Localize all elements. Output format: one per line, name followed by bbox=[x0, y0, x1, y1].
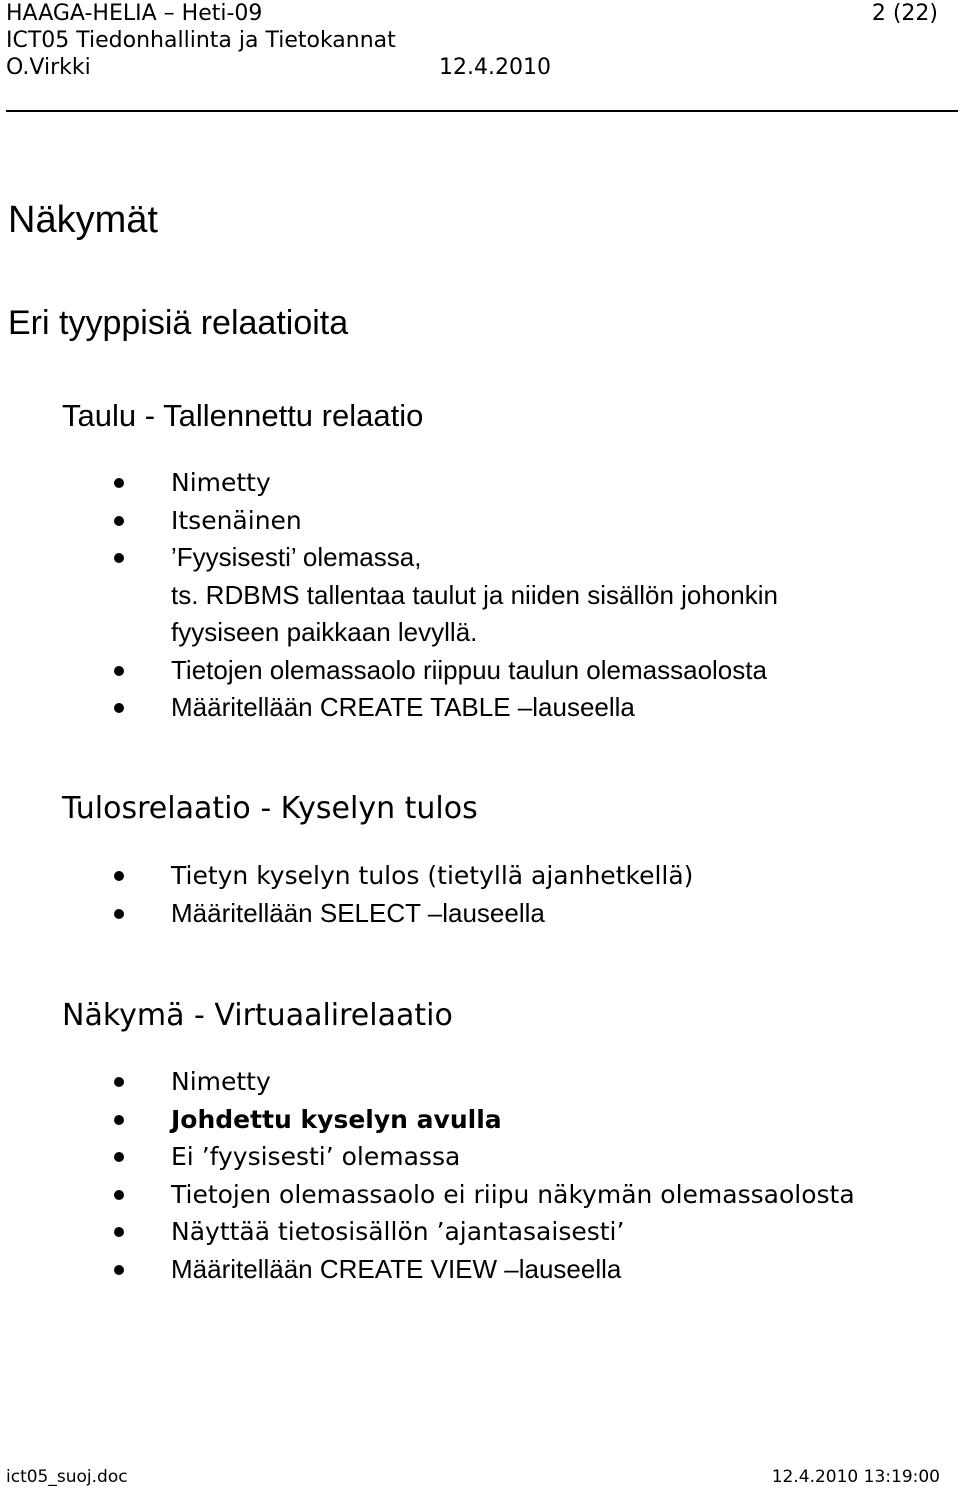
bullet-icon bbox=[114, 1190, 124, 1200]
list-item bbox=[0, 1138, 950, 1176]
list-item bbox=[0, 464, 950, 502]
list-item-text: ’Fyysisesti’ olemassa, bbox=[171, 542, 422, 572]
list-item-text: Nimetty bbox=[171, 1067, 271, 1096]
header-group: Heti-09 bbox=[181, 1, 263, 26]
header-separator: – bbox=[163, 1, 175, 26]
list-item-continuation bbox=[0, 577, 950, 615]
bullet-list-taulu bbox=[0, 464, 950, 727]
list-item bbox=[0, 502, 950, 540]
list-item-text: Itsenäinen bbox=[171, 505, 302, 535]
bullet-icon bbox=[114, 703, 124, 713]
list-item bbox=[0, 652, 950, 690]
list-item-text: Määritellään SELECT –lauseella bbox=[171, 897, 545, 928]
list-item bbox=[0, 895, 950, 933]
bullet-icon bbox=[114, 553, 124, 563]
header-line-1 bbox=[6, 0, 956, 27]
bullet-icon bbox=[114, 909, 124, 919]
list-item-text: Määritellään CREATE VIEW –lauseella bbox=[171, 1253, 622, 1284]
bullet-icon bbox=[114, 516, 124, 526]
list-item bbox=[0, 1101, 950, 1139]
list-item-text: Näyttää tietosisällön ’ajantasaisesti’ bbox=[171, 1217, 625, 1246]
list-item-text: fyysiseen paikkaan levyllä. bbox=[171, 617, 478, 647]
header-course: ICT05 Tiedonhallinta ja Tietokannat bbox=[6, 28, 396, 53]
page-footer bbox=[6, 1466, 940, 1488]
section-heading-tulosrelaatio: Tulosrelaatio - Kyselyn tulos bbox=[62, 791, 478, 826]
header-divider bbox=[6, 110, 958, 112]
list-item bbox=[0, 1063, 950, 1101]
list-item-text: Tietojen olemassaolo riippuu taulun olemassaolosta bbox=[171, 654, 767, 685]
bullet-list-nakyma bbox=[0, 1063, 950, 1288]
page-number: 2 (22) bbox=[871, 1, 938, 26]
bullet-icon bbox=[114, 871, 124, 881]
header-school: HAAGA-HELIA bbox=[6, 1, 157, 26]
bullet-icon bbox=[114, 1077, 124, 1087]
header-date: 12.4.2010 bbox=[439, 55, 551, 80]
list-item-text: ts. RDBMS tallentaa taulut ja niiden sisällön johonkin bbox=[171, 579, 779, 610]
page-title: Näkymät bbox=[8, 199, 158, 241]
bullet-icon bbox=[114, 1227, 124, 1237]
bullet-list-tulosrelaatio bbox=[0, 857, 950, 932]
bullet-icon bbox=[114, 1115, 124, 1125]
list-item-text: Nimetty bbox=[171, 468, 271, 497]
list-item-text: Tietojen olemassaolo ei riipu näkymän olemassaolosta bbox=[171, 1179, 855, 1209]
list-item-text: Johdettu kyselyn avulla bbox=[171, 1104, 502, 1134]
page-header bbox=[6, 0, 956, 81]
page-subtitle: Eri tyyppisiä relaatioita bbox=[8, 304, 349, 342]
list-item bbox=[0, 1251, 950, 1289]
list-item bbox=[0, 539, 950, 577]
list-item-text: Tietyn kyselyn tulos (tietyllä ajanhetkellä) bbox=[171, 861, 694, 890]
list-item-text: Ei ’fyysisesti’ olemassa bbox=[171, 1142, 461, 1171]
header-author: O.Virkki bbox=[6, 55, 91, 80]
footer-filename: ict05_suoj.doc bbox=[6, 1467, 128, 1487]
section-heading-taulu: Taulu - Tallennettu relaatio bbox=[62, 398, 424, 433]
list-item bbox=[0, 1176, 950, 1214]
list-item bbox=[0, 689, 950, 727]
bullet-icon bbox=[114, 1265, 124, 1275]
footer-timestamp: 12.4.2010 13:19:00 bbox=[771, 1467, 940, 1487]
bullet-icon bbox=[114, 666, 124, 676]
list-item bbox=[0, 857, 950, 895]
list-item-text: Määritellään CREATE TABLE –lauseella bbox=[171, 692, 635, 722]
section-heading-nakyma: Näkymä - Virtuaalirelaatio bbox=[62, 998, 453, 1033]
bullet-icon bbox=[114, 478, 124, 488]
header-line-2 bbox=[6, 27, 956, 54]
list-item-continuation bbox=[0, 614, 950, 652]
list-item bbox=[0, 1213, 950, 1251]
bullet-icon bbox=[114, 1152, 124, 1162]
header-line-3 bbox=[6, 54, 956, 81]
